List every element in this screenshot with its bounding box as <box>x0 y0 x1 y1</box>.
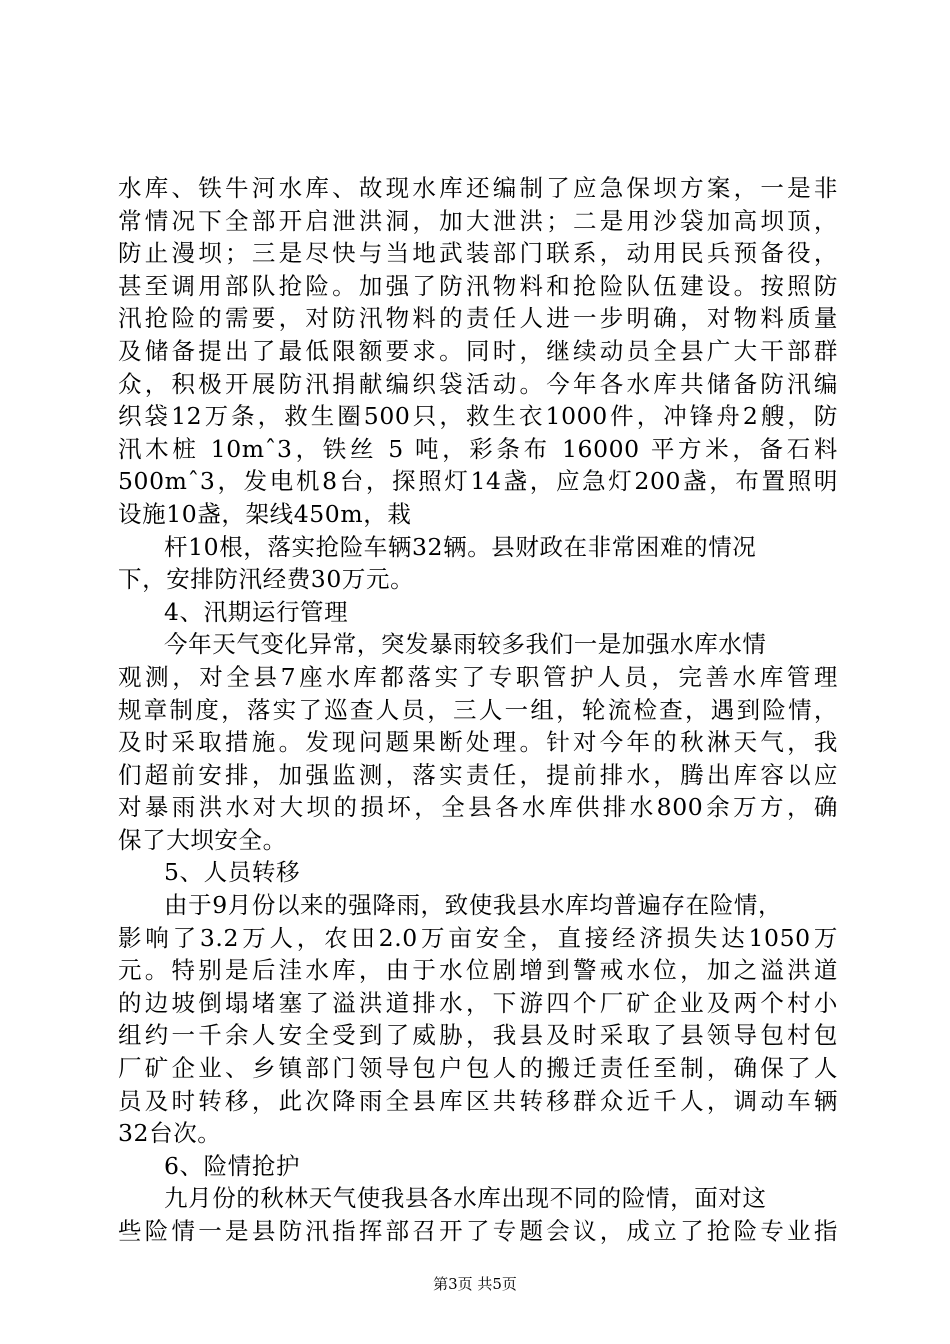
body-line: 对暴雨洪水对大坝的损坏，全县各水库供排水800余万方，确 <box>118 793 838 822</box>
body-line: 些险情一是县防汛指挥部召开了专题会议，成立了抢险专业指 <box>118 1217 838 1245</box>
body-line: 及时采取措施。发现问题果断处理。针对今年的秋淋天气，我 <box>118 728 838 757</box>
body-line: 众，积极开展防汛捐献编织袋活动。今年各水库共储备防汛编 <box>118 369 838 398</box>
body-line: 防止漫坝；三是尽快与当地武装部门联系，动用民兵预备役， <box>118 239 838 268</box>
body-line: 500mˆ3，发电机8台，探照灯14盏，应急灯200盏，布置照明 <box>118 467 838 496</box>
body-line: 观测，对全县7座水库都落实了专职管护人员，完善水库管理 <box>118 662 838 691</box>
section-heading-6: 6、险情抢护 <box>164 1151 301 1180</box>
body-line: 厂矿企业、乡镇部门领导包户包人的搬迁责任至制，确保了人 <box>118 1054 838 1083</box>
body-line: 组约一千余人安全受到了威胁，我县及时采取了县领导包村包 <box>118 1021 838 1050</box>
section-heading-5: 5、人员转移 <box>164 858 301 887</box>
body-line: 员及时转移，此次降雨全县库区共转移群众近千人，调动车辆 <box>118 1086 838 1115</box>
body-line: 汛抢险的需要，对防汛物料的责任人进一步明确，对物料质量 <box>118 304 838 333</box>
body-line: 设施10盏，架线450m，栽 <box>118 499 412 528</box>
body-line: 保了大坝安全。 <box>118 825 287 854</box>
body-line: 元。特别是后洼水库，由于水位剧增到警戒水位，加之溢洪道 <box>118 956 838 985</box>
body-line: 九月份的秋林天气使我县各水库出现不同的险情，面对这 <box>164 1184 767 1213</box>
body-line: 规章制度，落实了巡查人员，三人一组，轮流检查，遇到险情， <box>118 695 838 724</box>
section-heading-4: 4、汛期运行管理 <box>164 597 349 626</box>
body-line: 下，安排防汛经费30万元。 <box>118 565 415 594</box>
body-line: 32台次。 <box>118 1119 222 1148</box>
body-line: 们超前安排，加强监测，落实责任，提前排水，腾出库容以应 <box>118 760 838 789</box>
page-number-footer: 第3页 共5页 <box>433 1275 517 1293</box>
body-line: 今年天气变化异常，突发暴雨较多我们一是加强水库水情 <box>164 630 767 659</box>
body-line: 杆10根，落实抢险车辆32辆。县财政在非常困难的情况 <box>164 532 757 561</box>
document-body <box>118 172 838 1248</box>
body-line: 织袋12万条，救生圈500只，救生衣1000件，冲锋舟2艘，防 <box>118 402 838 431</box>
body-line: 水库、铁牛河水库、故现水库还编制了应急保坝方案，一是非 <box>118 174 838 202</box>
body-line: 由于9月份以来的强降雨，致使我县水库均普遍存在险情， <box>164 891 783 920</box>
body-line: 汛木桩 10mˆ3，铁丝 5 吨，彩条布 16000 平方米，备石料 <box>118 434 838 463</box>
body-line: 影响了3.2万人，农田2.0万亩安全，直接经济损失达1050万 <box>118 923 838 952</box>
body-line: 甚至调用部队抢险。加强了防汛物料和抢险队伍建设。按照防 <box>118 271 838 300</box>
body-line: 的边坡倒塌堵塞了溢洪道排水，下游四个厂矿企业及两个村小 <box>118 988 838 1017</box>
body-line: 常情况下全部开启泄洪洞，加大泄洪；二是用沙袋加高坝顶， <box>118 206 838 235</box>
body-line: 及储备提出了最低限额要求。同时，继续动员全县广大干部群 <box>118 336 838 365</box>
